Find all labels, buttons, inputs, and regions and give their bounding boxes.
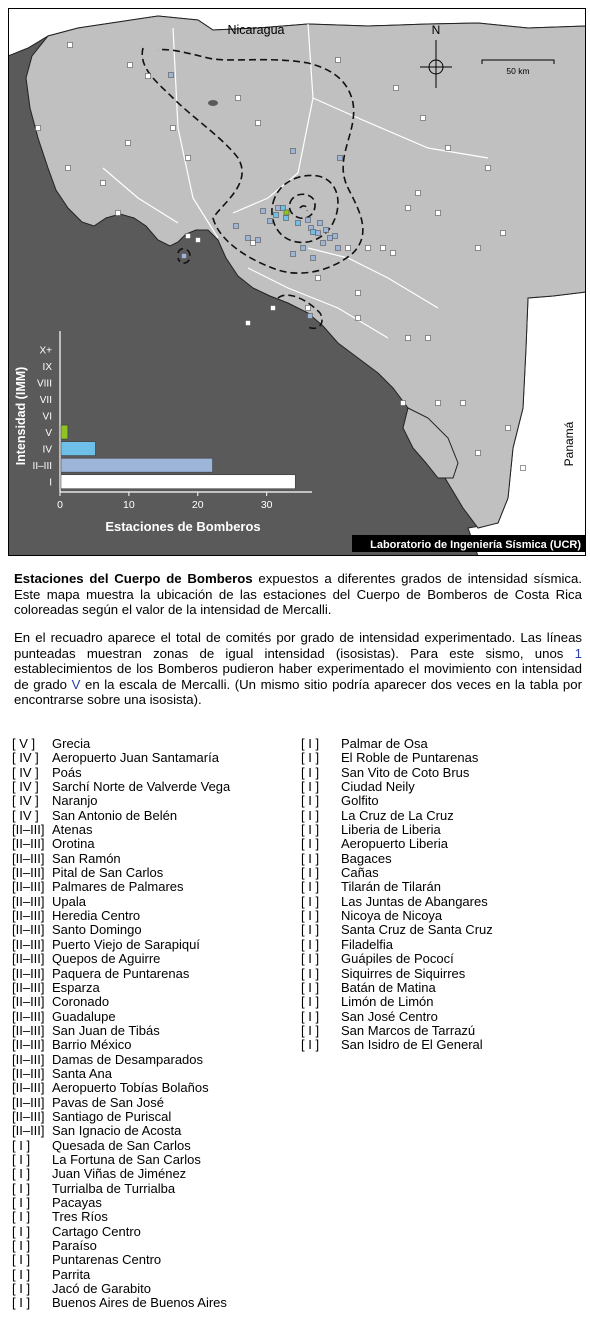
station-grade: [II–III] — [12, 951, 45, 967]
station-grade: [ I ] — [12, 1238, 31, 1254]
station-grade: [ I ] — [301, 807, 320, 823]
station-marker-grade-I — [66, 166, 71, 171]
station-name: Ciudad Neily — [341, 779, 415, 795]
station-row — [12, 923, 297, 937]
station-marker-grade-I — [336, 58, 341, 63]
station-name: Cartago Centro — [52, 1223, 141, 1239]
station-row — [301, 809, 586, 823]
station-marker-grade-I — [186, 234, 191, 239]
lake-arenal — [208, 100, 218, 106]
station-row — [12, 1038, 297, 1052]
station-name: Damas de Desamparados — [52, 1051, 204, 1067]
station-marker-grade-I — [486, 166, 491, 171]
station-row — [12, 1196, 297, 1210]
station-grade: [ I ] — [12, 1166, 31, 1182]
station-name: Tres Ríos — [52, 1209, 108, 1225]
caption-p1-text: expuestos a diferentes grados de intensidad sísmica. Este mapa muestra la ubicación de las estaciones del Cuerpo de Bomberos de Costa Rica coloreadas según el valor de la intensidad de Mercalli. — [14, 571, 582, 617]
panama-label: Panamá — [562, 421, 576, 467]
station-marker-grade-II-III — [234, 224, 239, 229]
station-row — [301, 967, 586, 981]
station-marker-grade-IV — [296, 221, 301, 226]
station-grade: [II–III] — [12, 865, 45, 881]
station-row — [301, 952, 586, 966]
station-row — [12, 952, 297, 966]
station-name: Limón de Limón — [341, 994, 434, 1010]
caption-title: Estaciones del Cuerpo de Bomberos — [14, 571, 253, 586]
station-marker-grade-I — [461, 401, 466, 406]
station-grade: [II–III] — [12, 994, 45, 1010]
station-marker-grade-I — [421, 116, 426, 121]
inset-x-tick-label: 30 — [260, 499, 273, 511]
station-row — [12, 1081, 297, 1095]
station-row — [12, 737, 297, 751]
station-grade: [ IV ] — [12, 779, 39, 795]
station-name: San Isidro de El General — [341, 1037, 483, 1053]
station-marker-grade-I — [246, 321, 251, 326]
station-name: Santo Domingo — [52, 922, 142, 938]
station-name: Atenas — [52, 822, 93, 838]
station-grade: [ I ] — [12, 1195, 31, 1210]
station-name: Tilarán de Tilarán — [341, 879, 441, 895]
station-grade: [ I ] — [301, 793, 320, 809]
station-marker-grade-II-III — [311, 256, 316, 261]
station-grade: [II–III] — [12, 1008, 45, 1024]
station-marker-grade-II-III — [328, 236, 333, 241]
station-grade: [ I ] — [301, 865, 320, 881]
station-marker-grade-II-III — [261, 209, 266, 214]
station-name: Quesada de San Carlos — [52, 1137, 191, 1153]
station-grade: [ I ] — [301, 908, 320, 924]
station-name: Grecia — [52, 736, 91, 751]
station-marker-grade-I — [356, 291, 361, 296]
station-grade: [II–III] — [12, 879, 45, 895]
station-marker-grade-I — [128, 63, 133, 68]
station-name: Esparza — [52, 979, 100, 995]
station-marker-grade-II-III — [336, 246, 341, 251]
station-grade: [II–III] — [12, 979, 45, 995]
station-count-value: 1 — [574, 645, 582, 661]
station-name: La Cruz de La Cruz — [341, 807, 454, 823]
station-name: Cañas — [341, 865, 379, 881]
station-row — [12, 1024, 297, 1038]
station-marker-grade-I — [126, 141, 131, 146]
station-name: Nicoya de Nicoya — [341, 908, 443, 924]
station-grade: [II–III] — [12, 908, 45, 924]
station-grade: [II–III] — [12, 850, 45, 866]
station-grade: [II–III] — [12, 1094, 45, 1110]
station-marker-grade-II-III — [316, 231, 321, 236]
station-name: Batán de Matina — [341, 979, 436, 995]
station-name: San José Centro — [341, 1008, 438, 1024]
station-name: Golfito — [341, 793, 379, 809]
station-row — [12, 1282, 297, 1296]
station-name: Guápiles de Pococí — [341, 951, 454, 967]
station-name: Bagaces — [341, 850, 392, 866]
station-name: San Ignacio de Acosta — [52, 1123, 182, 1139]
station-name: Aeropuerto Tobías Bolaños — [52, 1080, 209, 1096]
station-grade: [ I ] — [301, 822, 320, 838]
inset-bar — [61, 442, 95, 456]
station-grade: [ I ] — [301, 922, 320, 938]
nicaragua-label: Nicaragua — [227, 23, 285, 37]
station-row — [12, 866, 297, 880]
station-name: Puntarenas Centro — [52, 1252, 162, 1268]
north-label: N — [431, 23, 441, 37]
station-row — [12, 1010, 297, 1024]
caption-paragraph-2 — [14, 630, 582, 708]
station-name: Orotina — [52, 836, 95, 852]
caption-paragraph-1 — [14, 571, 582, 618]
station-name: Paraíso — [52, 1238, 97, 1254]
station-marker-grade-II-III — [324, 228, 329, 233]
station-marker-grade-I — [476, 451, 481, 456]
station-row — [301, 751, 586, 765]
station-marker-grade-I — [251, 241, 256, 246]
station-row — [301, 895, 586, 909]
station-grade: [ I ] — [301, 836, 320, 852]
station-name: Barrio México — [52, 1037, 132, 1053]
station-row — [301, 1010, 586, 1024]
station-marker-grade-II-III — [291, 149, 296, 154]
station-name: Las Juntas de Abangares — [341, 893, 488, 909]
station-name: La Fortuna de San Carlos — [52, 1151, 201, 1167]
station-grade: [II–III] — [12, 1080, 45, 1096]
station-grade: [II–III] — [12, 836, 45, 852]
station-row — [301, 737, 586, 751]
station-grade: [II–III] — [12, 1022, 45, 1038]
inset-x-tick-label: 0 — [57, 499, 63, 511]
station-row — [12, 1239, 297, 1253]
station-row — [12, 766, 297, 780]
station-name: Heredia Centro — [52, 908, 141, 924]
station-marker-grade-I — [521, 466, 526, 471]
station-row — [12, 967, 297, 981]
station-grade: [ I ] — [301, 1022, 320, 1038]
station-row — [301, 794, 586, 808]
station-grade: [ I ] — [301, 994, 320, 1010]
inset-x-axis-title: Estaciones de Bomberos — [105, 519, 261, 534]
station-row — [12, 809, 297, 823]
station-grade: [ V ] — [12, 736, 36, 751]
station-name: Quepos de Aguirre — [52, 951, 161, 967]
station-marker-grade-II-III — [318, 221, 323, 226]
station-grade: [ I ] — [301, 1037, 320, 1053]
inset-category-label: I — [49, 477, 52, 489]
station-marker-grade-I — [346, 246, 351, 251]
station-marker-grade-II-III — [306, 218, 311, 223]
station-grade: [II–III] — [12, 822, 45, 838]
station-name: Buenos Aires de Buenos Aires — [52, 1295, 227, 1311]
station-marker-grade-I — [116, 211, 121, 216]
station-grade: [ I ] — [12, 1137, 31, 1153]
station-marker-grade-I — [271, 306, 276, 311]
intensity-map — [8, 8, 586, 556]
station-name: Filadelfia — [341, 936, 394, 952]
station-grade: [ IV ] — [12, 764, 39, 780]
station-row — [301, 766, 586, 780]
station-marker-grade-II-III — [169, 73, 174, 78]
station-row — [301, 995, 586, 1009]
station-grade: [ I ] — [301, 951, 320, 967]
station-marker-grade-I — [316, 276, 321, 281]
inset-category-label: VII — [39, 394, 52, 406]
station-row — [12, 823, 297, 837]
station-grade: [ IV ] — [12, 807, 39, 823]
station-marker-grade-I — [236, 96, 241, 101]
station-row — [301, 1024, 586, 1038]
station-row — [12, 1253, 297, 1267]
station-name: Guadalupe — [52, 1008, 116, 1024]
station-row — [12, 1296, 297, 1310]
station-grade: [ I ] — [301, 879, 320, 895]
station-marker-grade-II-III — [291, 252, 296, 257]
inset-bar — [61, 425, 68, 439]
station-name: Poás — [52, 764, 82, 780]
caption-p2-c: en la escala de Mercalli. (Un mismo sitio podría aparecer dos veces en la tabla por encontrarse sobre una isosista). — [14, 676, 582, 707]
station-marker-grade-I — [476, 246, 481, 251]
station-marker-grade-II-III — [268, 219, 273, 224]
station-row — [301, 938, 586, 952]
station-row — [12, 895, 297, 909]
station-name: Pavas de San José — [52, 1094, 165, 1110]
caption-p2-a: En el recuadro aparece el total de comités por grado de intensidad experimentado. Las líneas punteadas muestran zonas de igual intensidad (isosistas). Para este sismo, unos — [14, 630, 582, 661]
inset-x-tick-label: 10 — [123, 499, 135, 511]
station-row — [301, 880, 586, 894]
station-row — [12, 1124, 297, 1138]
station-marker-grade-V — [284, 210, 289, 215]
station-name: Pacayas — [52, 1195, 102, 1210]
station-row — [12, 909, 297, 923]
station-marker-grade-II-III — [308, 314, 313, 319]
station-grade: [ I ] — [12, 1281, 31, 1297]
station-marker-grade-I — [186, 156, 191, 161]
station-name: Naranjo — [52, 793, 98, 809]
station-marker-grade-I — [501, 231, 506, 236]
station-grade: [ IV ] — [12, 750, 39, 766]
station-marker-grade-I — [306, 306, 311, 311]
station-marker-grade-I — [406, 336, 411, 341]
station-grade: [ I ] — [12, 1209, 31, 1225]
station-name: Santa Ana — [52, 1065, 112, 1081]
station-marker-grade-I — [381, 246, 386, 251]
station-row — [301, 866, 586, 880]
station-marker-grade-I — [394, 86, 399, 91]
station-row — [12, 1268, 297, 1282]
station-marker-grade-II-III — [256, 238, 261, 243]
station-name: Liberia de Liberia — [341, 822, 441, 838]
inset-category-label: VIII — [36, 378, 52, 390]
station-grade: [ I ] — [12, 1252, 31, 1268]
station-grade: [ I ] — [12, 1180, 31, 1196]
station-marker-grade-IV — [274, 213, 279, 218]
station-row — [12, 1053, 297, 1067]
station-marker-grade-II-III — [276, 206, 281, 211]
station-name: Aeropuerto Liberia — [341, 836, 448, 852]
station-grade: [ I ] — [301, 736, 320, 751]
station-grade: [ I ] — [301, 779, 320, 795]
station-row — [12, 938, 297, 952]
station-marker-grade-II-III — [333, 234, 338, 239]
station-row — [12, 981, 297, 995]
station-marker-grade-I — [391, 251, 396, 256]
station-marker-grade-II-III — [321, 241, 326, 246]
station-name: Santiago de Puriscal — [52, 1108, 172, 1124]
station-name: San Antonio de Belén — [52, 807, 178, 823]
station-list-left — [12, 737, 297, 1311]
station-grade: [ I ] — [301, 936, 320, 952]
station-row — [301, 780, 586, 794]
station-marker-grade-I — [506, 426, 511, 431]
station-name: Turrialba de Turrialba — [52, 1180, 176, 1196]
station-marker-grade-I — [436, 211, 441, 216]
scale-label: 50 km — [506, 66, 530, 76]
station-row — [301, 981, 586, 995]
station-marker-grade-I — [146, 74, 151, 79]
station-grade: [II–III] — [12, 936, 45, 952]
inset-category-label: V — [45, 428, 52, 440]
station-row — [301, 923, 586, 937]
station-grade: [ I ] — [301, 750, 320, 766]
station-grade: [II–III] — [12, 1123, 45, 1139]
station-marker-grade-I — [406, 206, 411, 211]
station-name: San Marcos de Tarrazú — [341, 1022, 476, 1038]
station-name: Santa Cruz de Santa Cruz — [341, 922, 493, 938]
station-row — [12, 1110, 297, 1124]
station-grade: [ I ] — [12, 1266, 31, 1282]
station-list-right — [301, 737, 586, 1053]
station-name: Upala — [52, 893, 86, 909]
inset-category-label: IX — [42, 361, 52, 373]
station-name: Palmares de Palmares — [52, 879, 184, 895]
station-name: Palmar de Osa — [341, 736, 428, 751]
station-marker-grade-II-III — [301, 246, 306, 251]
station-grade: [II–III] — [12, 922, 45, 938]
station-marker-grade-I — [356, 316, 361, 321]
inset-category-label: II–III — [32, 461, 52, 473]
inset-bar — [61, 458, 213, 472]
station-marker-grade-I — [101, 181, 106, 186]
station-marker-grade-I — [68, 43, 73, 48]
station-grade: [II–III] — [12, 1051, 45, 1067]
station-grade: [II–III] — [12, 893, 45, 909]
station-row — [12, 780, 297, 794]
station-grade: [ I ] — [301, 850, 320, 866]
station-row — [12, 1167, 297, 1181]
station-marker-grade-I — [446, 146, 451, 151]
station-row — [301, 1038, 586, 1052]
station-marker-grade-II-III — [246, 236, 251, 241]
inset-x-tick-label: 20 — [191, 499, 204, 511]
station-name: El Roble de Puntarenas — [341, 750, 479, 766]
station-marker-grade-I — [436, 401, 441, 406]
station-row — [301, 909, 586, 923]
caption-p2-b: establecimientos de los Bomberos pudieron haber experimentado el movimiento con intensidad de grado — [14, 661, 582, 692]
station-name: Coronado — [52, 994, 110, 1010]
station-name: Sarchí Norte de Valverde Vega — [52, 779, 231, 795]
station-name: Puerto Viejo de Sarapiquí — [52, 936, 200, 952]
station-row — [12, 852, 297, 866]
station-grade: [ I ] — [301, 965, 320, 981]
station-grade: [ I ] — [12, 1151, 31, 1167]
station-marker-grade-I — [366, 246, 371, 251]
station-name: Jacó de Garabito — [52, 1281, 152, 1297]
station-grade: [II–III] — [12, 1108, 45, 1124]
station-marker-grade-I — [36, 126, 41, 131]
station-marker-grade-I — [256, 121, 261, 126]
inset-category-label: VI — [42, 411, 52, 423]
station-row — [12, 1067, 297, 1081]
station-grade: [ I ] — [301, 1008, 320, 1024]
station-marker-grade-I — [416, 191, 421, 196]
station-grade: [II–III] — [12, 1065, 45, 1081]
station-row — [301, 837, 586, 851]
grade-value: V — [71, 676, 81, 692]
station-row — [12, 1153, 297, 1167]
station-marker-grade-I — [196, 238, 201, 243]
station-name: San Ramón — [52, 850, 121, 866]
inset-y-axis-title: Intensidad (IMM) — [14, 366, 28, 466]
station-grade: [II–III] — [12, 965, 45, 981]
station-row — [12, 1182, 297, 1196]
station-marker-grade-IV — [284, 216, 289, 221]
station-row — [12, 880, 297, 894]
station-grade: [ I ] — [301, 893, 320, 909]
station-row — [12, 995, 297, 1009]
station-row — [12, 1139, 297, 1153]
station-marker-grade-I — [171, 126, 176, 131]
station-name: Aeropuerto Juan Santamaría — [52, 750, 219, 766]
station-name: San Vito de Coto Brus — [341, 764, 470, 780]
station-marker-grade-I — [401, 401, 406, 406]
station-row — [12, 1225, 297, 1239]
inset-category-label: IV — [42, 444, 52, 456]
station-row — [12, 794, 297, 808]
station-marker-grade-IV — [311, 230, 316, 235]
inset-category-label: X+ — [39, 345, 52, 357]
station-name: Juan Viñas de Jiménez — [52, 1166, 187, 1182]
station-marker-grade-II-III — [338, 156, 343, 161]
station-row — [301, 852, 586, 866]
station-name: Parrita — [52, 1266, 91, 1282]
credit-label: Laboratorio de Ingeniería Sísmica (UCR) — [370, 539, 581, 551]
station-grade: [ I ] — [301, 764, 320, 780]
station-name: Siquirres de Siquirres — [341, 965, 466, 981]
station-row — [12, 1210, 297, 1224]
station-grade: [ IV ] — [12, 793, 39, 809]
station-grade: [ I ] — [301, 979, 320, 995]
station-marker-grade-II-III — [182, 254, 187, 259]
station-name: Pital de San Carlos — [52, 865, 164, 881]
station-grade: [ I ] — [12, 1295, 31, 1311]
station-grade: [II–III] — [12, 1037, 45, 1053]
station-name: San Juan de Tibás — [52, 1022, 160, 1038]
station-row — [12, 751, 297, 765]
station-row — [12, 837, 297, 851]
station-row — [12, 1096, 297, 1110]
station-name: Paquera de Puntarenas — [52, 965, 190, 981]
station-row — [301, 823, 586, 837]
station-grade: [ I ] — [12, 1223, 31, 1239]
station-marker-grade-I — [426, 336, 431, 341]
inset-bar — [61, 475, 295, 489]
